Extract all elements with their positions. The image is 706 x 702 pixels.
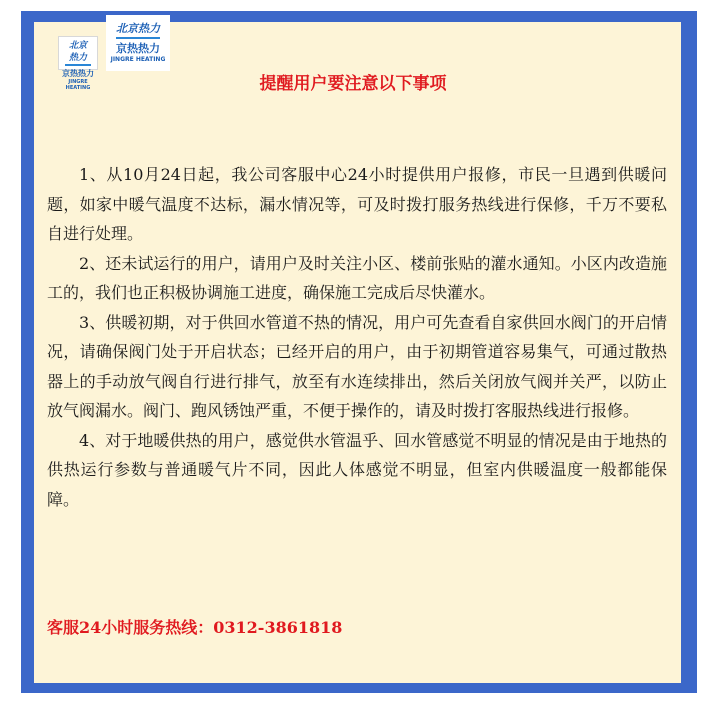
logo-sub-text: JINGRE HEATING [110,56,166,63]
notice-body [47,160,667,514]
logo-name-text: 京热热力 [116,42,160,55]
logo-sub-text: JINGRE HEATING [65,79,91,91]
logo-mark-text: 北京热力 [116,21,161,39]
company-logo-large [106,15,170,71]
service-hotline: 客服24小时服务热线：0312-3861818 [47,618,343,637]
notice-title: 提醒用户要注意以下事项 [259,74,447,94]
logo-mark-text: 北京热力 [65,40,92,66]
notice-paragraph-2: 2、还未试运行的用户，请用户及时关注小区、楼前张贴的灌水通知。小区内改造施工的，我们也正积极协调施工进度，确保施工完成后尽快灌水。 [47,253,667,302]
notice-paragraph-3: 3、供暖初期，对于供回水管道不热的情况，用户可先查看自家供回水阀门的开启情况，请确保阀门处于开启状态；已经开启的用户，由于初期管道容易集气，可通过散热器上的手动放气阀自行进行排气，放至有水连续排出，然后关闭放气阀并关严，以防止放气阀漏水。阀门、跑风锈蚀严重，不便于操作的，请及时拨打客服热线进行报修。 [47,312,667,420]
notice-paragraph-4: 4、对于地暖供热的用户，感觉供水管温乎、回水管感觉不明显的情况是由于地热的供热运行参数与普通暖气片不同，因此人体感觉不明显，但室内供暖温度一般都能保障。 [47,430,667,509]
logo-name-text: 京热热力 [62,69,94,78]
notice-paragraph-1: 1、从10月24日起，我公司客服中心24小时提供用户报修，市民一旦遇到供暖问题，如家中暖气温度不达标，漏水情况等，可及时拨打服务热线进行保修，千万不要私自进行处理。 [47,165,667,243]
company-logo-small [58,36,98,91]
